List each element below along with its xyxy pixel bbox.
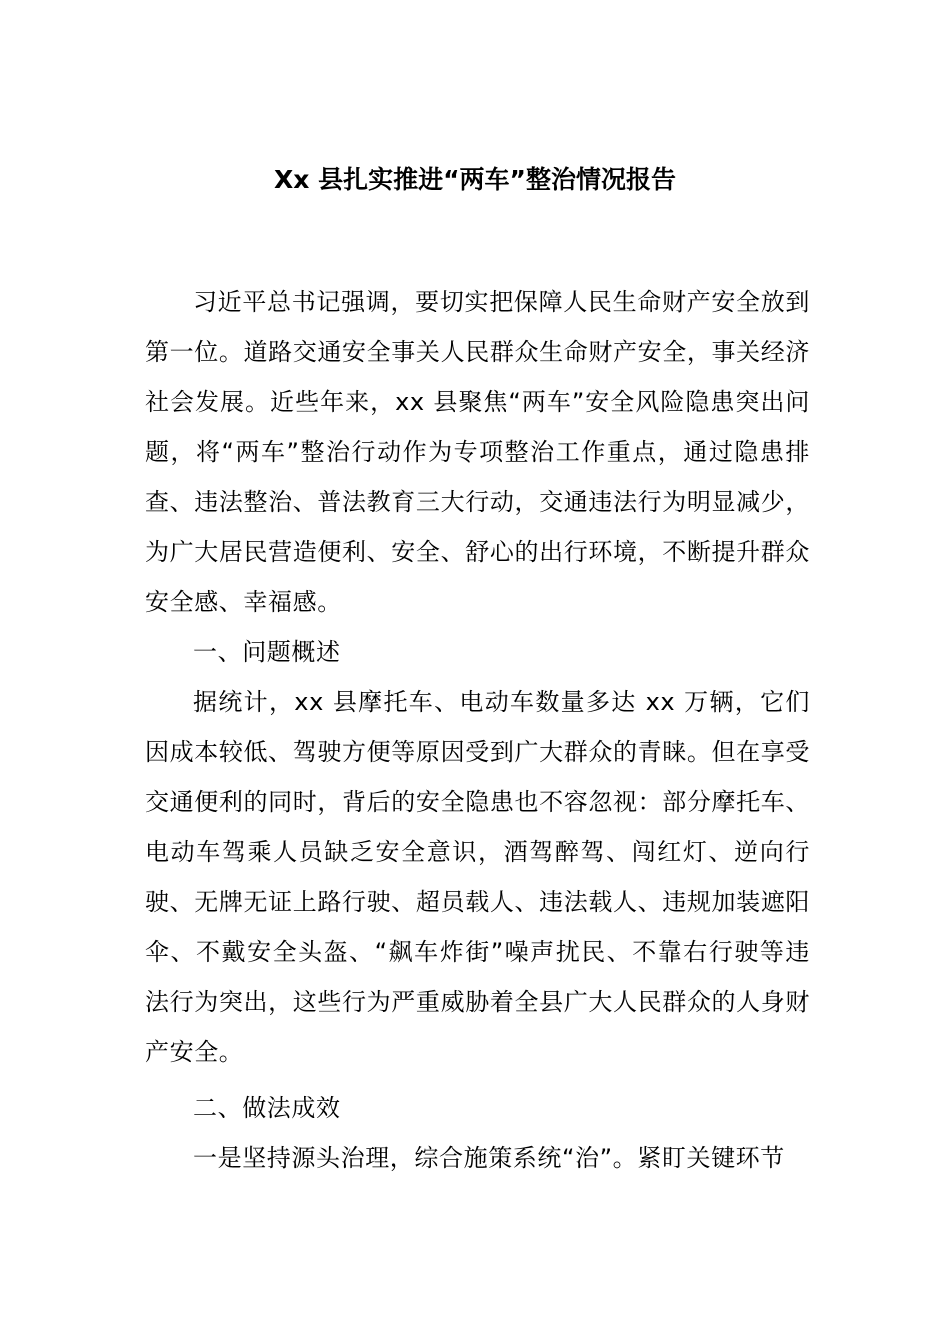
problem-overview-paragraph: 据统计，xx 县摩托车、电动车数量多达 xx 万辆，它们因成本较低、驾驶方便等原因受到广大群众的青睐。但在享受交通便利的同时，背后的安全隐患也不容忽视：部分摩托车、电动车驾乘人员缺乏安全意识，酒驾醉驾、闯红灯、逆向行驶、无牌无证上路行驶、超员载人、违法载人、违规加装遮阳伞、不戴安全头盔、“飙车炸街”噪声扰民、不靠右行驶等违法行为突出，这些行为严重威胁着全县广大人民群众的人身财产安全。 xyxy=(145,688,810,1066)
section-heading-problem-overview: 一、问题概述 xyxy=(193,638,341,666)
measures-results-paragraph: 一是坚持源头治理，综合施策系统“治”。紧盯关键环节 xyxy=(193,1144,785,1172)
intro-paragraph: 习近平总书记强调，要切实把保障人民生命财产安全放到第一位。道路交通安全事关人民群众生命财产安全，事关经济社会发展。近些年来，xx 县聚焦“两车”安全风险隐患突出问题，将“两车”整治行动作为专项整治工作重点，通过隐患排查、违法整治、普法教育三大行动，交通违法行为明显减少，为广大居民营造便利、安全、舒心的出行环境，不断提升群众安全感、幸福感。 xyxy=(145,288,810,616)
section-heading-measures-results: 二、做法成效 xyxy=(193,1094,341,1122)
document-title: Xx 县扎实推进“两车”整治情况报告 xyxy=(274,165,676,194)
document-body xyxy=(145,277,810,1183)
